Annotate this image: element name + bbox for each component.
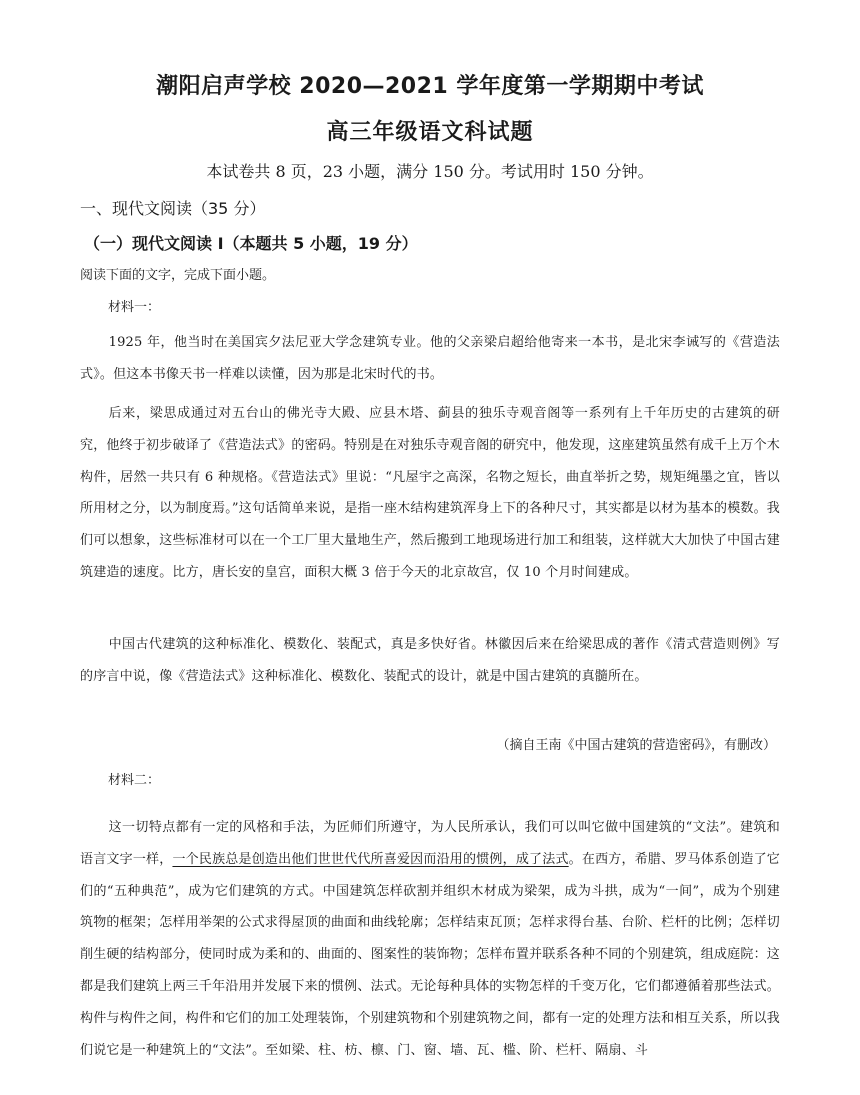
exam-subtitle: 高三年级语文科试题 bbox=[326, 120, 534, 145]
material2-paragraph bbox=[80, 812, 780, 1066]
material2-label: 材料二： bbox=[108, 773, 161, 788]
reading-instruction: 阅读下面的文字，完成下面小题。 bbox=[80, 268, 276, 283]
text-segment: 。在西方，希腊、罗马体系创造了它们的“五种典范”，成为它们建筑的方式。中国建筑怎样砍割并组织木材成为梁架，成为斗拱，成为“一间”，成为个别建筑物的框架；怎样用举架的公式求得屋顶的曲面和曲线轮廓；怎样结束瓦顶；怎样求得台基、台阶、栏杆的比例；怎样切削生硬的结构部分，使同时成为柔和的、曲面的、图案性的装饰物；怎样布置并联系各种不同的个别建筑，组成庭院：这都是我们建筑上两三千年沿用并发展下来的惯例、法式。无论每种具体的实物怎样的千变万化，它们都遵循着那些法式。构件与构件之间，构件和它们的加工处理装饰，个别建筑物和个别建筑物之间，都有一定的处理方法和相互关系，所以我们说它是一种建筑上的“文法”。至如梁、柱、枋、檩、门、窗、墙、瓦、槛、阶、栏杆、隔扇、斗 bbox=[80, 851, 780, 1058]
material1-paragraph: 后来，梁思成通过对五台山的佛光寺大殿、应县木塔、蓟县的独乐寺观音阁等一系列有上千年历史的古建筑的研究，他终于初步破译了《营造法式》的密码。特别是在对独乐寺观音阁的研究中，他发现，这座建筑虽然有成千上万个木构件，居然一共只有 6 种规格。《营造法式》里说：“凡屋宇之高深，名物之短长，曲直举折之势，规矩绳墨之宜，皆以所用材之分，以为制度焉。”这句话简单来说，是指一座木结构建筑浑身上下的各种尺寸，其实都是以材为基本的模数。我们可以想象，这些标准材可以在一个工厂里大量地生产，然后搬到工地现场进行加工和组装，这样就大大加快了中国古建筑建造的速度。比方，唐长安的皇宫，面积大概 3 倍于今天的北京故宫，仅 10 个月时间建成。 bbox=[80, 406, 780, 580]
material1-label: 材料一： bbox=[108, 300, 161, 315]
exam-info: 本试卷共 8 页，23 小题，满分 150 分。考试用时 150 分钟。 bbox=[206, 162, 654, 181]
exam-title: 潮阳启声学校 2020—2021 学年度第一学期期中考试 bbox=[156, 74, 704, 99]
underlined-sentence: 一个民族总是创造出他们世世代代所喜爱因而沿用的惯例，成了法式 bbox=[172, 851, 569, 867]
subsection-heading: （一）现代文阅读 I（本题共 5 小题，19 分） bbox=[84, 234, 418, 253]
material1-source: （摘自王南《中国古建筑的营造密码》，有删改） bbox=[496, 738, 776, 753]
section-heading: 一、现代文阅读（35 分） bbox=[80, 199, 266, 218]
text-segment: 这一切特点都有一定的风格和手法，为匠师们所遵守，为人民所承认，我们可以叫它做中国建筑的“文法”。建筑和语言文字一样， bbox=[80, 820, 780, 867]
material1-paragraph: 1925 年，他当时在美国宾夕法尼亚大学念建筑专业。他的父亲梁启超给他寄来一本书，是北宋李诫写的《营造法式》。但这本书像天书一样难以读懂，因为那是北宋时代的书。 bbox=[80, 335, 780, 382]
material1-paragraph: 中国古代建筑的这种标准化、模数化、装配式，真是多快好省。林徽因后来在给梁思成的著作《清式营造则例》写的序言中说，像《营造法式》这种标准化、模数化、装配式的设计，就是中国古建筑的真髓所在。 bbox=[80, 637, 780, 684]
